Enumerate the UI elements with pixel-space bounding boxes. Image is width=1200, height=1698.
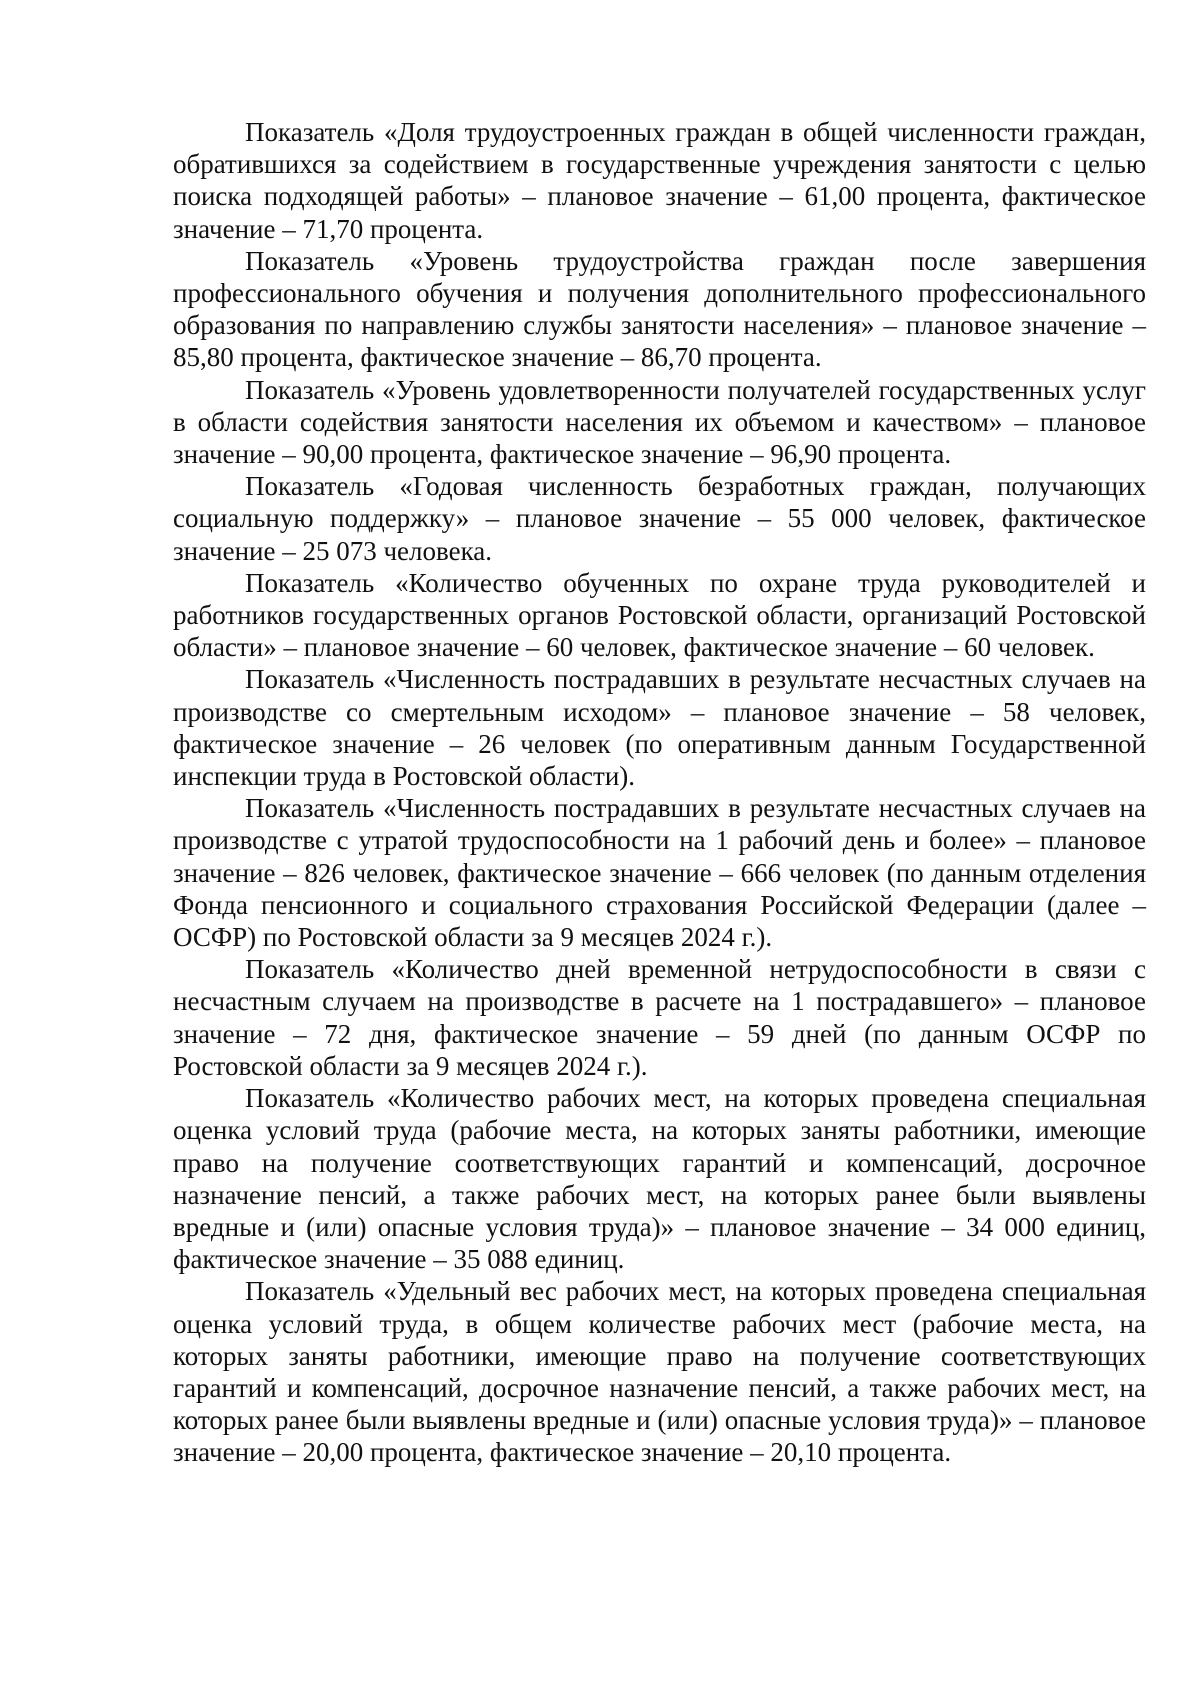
paragraph-employment-after-training: Показатель «Уровень трудоустройства граждан после завершения профессионального обучения и получения дополнительного профессионального образования по направлению службы занятости населения» – плановое значение – 85,80 процента, фактическое значение – 86,70 процента.: [173, 245, 1146, 373]
paragraph-disability-accidents: Показатель «Численность пострадавших в результате несчастных случаев на производстве с утратой трудоспособности на 1 рабочий день и более» – плановое значение – 826 человек, фактическое значение – 666 человек (по данным отделения Фонда пенсионного и социального страхования Российской Федерации (далее – ОСФР) по Ростовской области за 9 месяцев 2024 г.).: [173, 793, 1146, 953]
paragraph-unemployed-support: Показатель «Годовая численность безработных граждан, получающих социальную поддержку» – плановое значение – 55 000 человек, фактическое значение – 25 073 человека.: [173, 471, 1146, 566]
paragraph-fatal-accidents: Показатель «Численность пострадавших в результате несчастных случаев на производстве со смертельным исходом» – плановое значение – 58 человек, фактическое значение – 26 человек (по оперативным данным Государственной инспекции труда в Ростовской области).: [173, 664, 1146, 792]
paragraph-labor-safety-training: Показатель «Количество обученных по охране труда руководителей и работников государственных органов Ростовской области, организаций Ростовской области» – плановое значение – 60 человек, фактическое значение – 60 человек.: [173, 567, 1146, 663]
document-body: [173, 116, 1146, 1469]
paragraph-workplace-assessment-count: Показатель «Количество рабочих мест, на которых проведена специальная оценка условий труда (рабочие места, на которых заняты работники, имеющие право на получение соответствующих гарантий и компенсаций, досрочное назначение пенсий, а также рабочих мест, на которых ранее были выявлены вредные и (или) опасные условия труда)» – плановое значение – 34 000 единиц, фактическое значение – 35 088 единиц.: [173, 1083, 1146, 1275]
paragraph-disability-days: Показатель «Количество дней временной нетрудоспособности в связи с несчастным случаем на производстве в расчете на 1 пострадавшего» – плановое значение – 72 дня, фактическое значение – 59 дней (по данным ОСФР по Ростовской области за 9 месяцев 2024 г.).: [173, 954, 1146, 1081]
paragraph-satisfaction-level: Показатель «Уровень удовлетворенности получателей государственных услуг в области содействия занятости населения их объемом и качеством» – плановое значение – 90,00 процента, фактическое значение – 96,90 процента.: [173, 374, 1146, 470]
paragraph-workplace-assessment-share: Показатель «Удельный вес рабочих мест, на которых проведена специальная оценка условий труда, в общем количестве рабочих мест (рабочие места, на которых заняты работники, имеющие право на получение соответствующих гарантий и компенсаций, досрочное назначение пенсий, а также рабочих мест, на которых ранее были выявлены вредные и (или) опасные условия труда)» – плановое значение – 20,00 процента, фактическое значение – 20,10 процента.: [173, 1276, 1146, 1468]
paragraph-employed-share: Показатель «Доля трудоустроенных граждан в общей численности граждан, обратившихся за содействием в государственные учреждения занятости с целью поиска подходящей работы» – плановое значение – 61,00 процента, фактическое значение – 71,70 процента.: [173, 117, 1146, 244]
